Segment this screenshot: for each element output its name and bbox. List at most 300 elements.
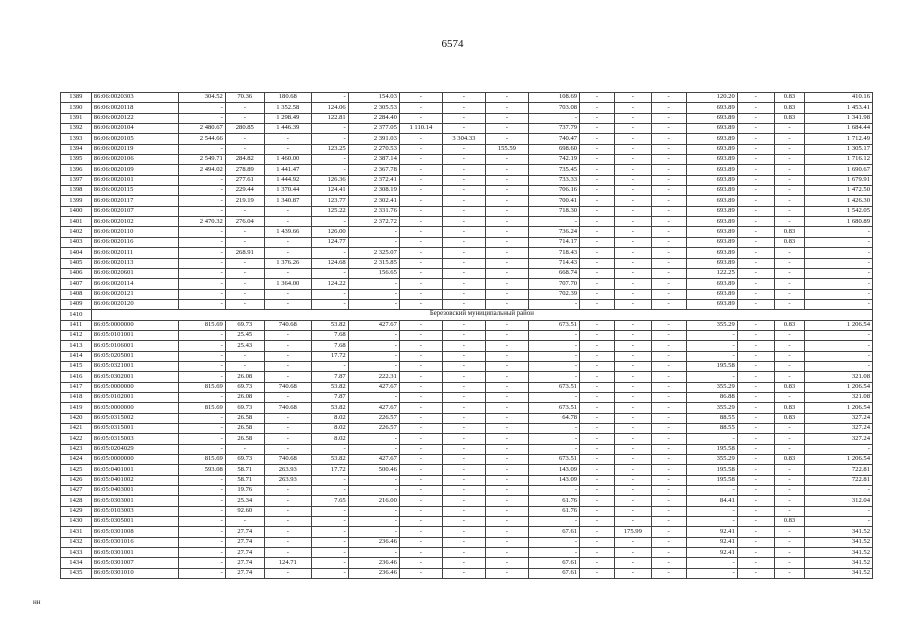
table-cell: - (485, 537, 528, 547)
table-cell: 124.41 (311, 186, 348, 196)
table-cell: - (580, 413, 615, 423)
table-cell: - (614, 341, 651, 351)
table-cell: 327.24 (805, 434, 873, 444)
table-cell: - (737, 465, 774, 475)
table-cell: 0.83 (774, 113, 805, 123)
table-cell: 7.65 (311, 496, 348, 506)
table-cell: - (348, 506, 399, 516)
table-cell: 1 712.49 (805, 134, 873, 144)
table-cell: - (442, 392, 485, 402)
table-cell: - (614, 465, 651, 475)
table-cell: - (580, 568, 615, 578)
table-cell: - (686, 568, 737, 578)
table-cell: - (528, 351, 579, 361)
table-cell: 7.87 (311, 392, 348, 402)
table-cell: - (311, 548, 348, 558)
table-cell: 280.85 (225, 124, 264, 134)
table-cell: - (399, 392, 442, 402)
table-cell: 2 367.78 (348, 165, 399, 175)
table-cell: - (737, 248, 774, 258)
table-cell: - (264, 548, 311, 558)
table-cell: - (737, 568, 774, 578)
table-cell: - (774, 372, 805, 382)
table-cell: - (399, 444, 442, 454)
table-cell: 92.41 (686, 548, 737, 558)
table-cell: - (225, 144, 264, 154)
table-cell: - (348, 527, 399, 537)
table-cell: - (580, 227, 615, 237)
table-cell: 26.58 (225, 424, 264, 434)
table-cell: - (348, 517, 399, 527)
table-cell: - (651, 175, 686, 185)
table-cell: 53.82 (311, 455, 348, 465)
table-cell: - (442, 424, 485, 434)
table-row (61, 361, 873, 371)
table-cell: - (485, 548, 528, 558)
table-cell: - (651, 134, 686, 144)
table-cell: - (442, 444, 485, 454)
table-cell: 86:05:0303001 (91, 496, 178, 506)
table-cell: 143.09 (528, 465, 579, 475)
table-cell: - (580, 217, 615, 227)
table-cell: - (442, 341, 485, 351)
table-cell: 86:05:0102001 (91, 392, 178, 402)
table-row (61, 413, 873, 423)
table-cell: 1403 (61, 237, 92, 247)
table-cell: - (225, 103, 264, 113)
table-row (61, 217, 873, 227)
table-cell: 0.83 (774, 413, 805, 423)
table-cell: - (178, 227, 225, 237)
table-cell: - (485, 93, 528, 103)
table-cell: - (311, 486, 348, 496)
table-cell: 355.29 (686, 403, 737, 413)
table-cell: 1 206.54 (805, 403, 873, 413)
table-cell: 70.36 (225, 93, 264, 103)
table-cell: - (311, 217, 348, 227)
table-cell: - (348, 227, 399, 237)
table-cell: - (399, 424, 442, 434)
table-cell: - (264, 248, 311, 258)
table-cell: - (178, 248, 225, 258)
table-cell: - (442, 486, 485, 496)
table-cell: - (485, 486, 528, 496)
table-cell: 427.67 (348, 455, 399, 465)
table-cell: 86:06:0020107 (91, 206, 178, 216)
table-cell: - (399, 558, 442, 568)
table-cell: - (442, 299, 485, 309)
table-cell: - (485, 341, 528, 351)
table-cell: - (805, 268, 873, 278)
table-cell: - (399, 341, 442, 351)
table-cell: - (311, 558, 348, 568)
table-cell: 0.83 (774, 455, 805, 465)
table-cell: 2 302.41 (348, 196, 399, 206)
table-cell: - (580, 113, 615, 123)
table-row (61, 537, 873, 547)
table-cell: 26.08 (225, 392, 264, 402)
table-cell: - (485, 186, 528, 196)
table-cell: 263.93 (264, 475, 311, 485)
table-cell: - (399, 506, 442, 516)
table-cell: 693.89 (686, 217, 737, 227)
table-cell: - (580, 206, 615, 216)
table-cell: - (348, 299, 399, 309)
table-cell: 86:06:0020104 (91, 124, 178, 134)
table-cell: - (442, 506, 485, 516)
table-cell: - (580, 361, 615, 371)
table-cell: 1 206.54 (805, 382, 873, 392)
table-cell: - (774, 496, 805, 506)
table-cell: - (442, 186, 485, 196)
table-cell: - (580, 258, 615, 268)
table-cell: - (774, 424, 805, 434)
table-cell: 86:06:0020601 (91, 268, 178, 278)
table-cell: - (614, 206, 651, 216)
table-cell: - (774, 341, 805, 351)
table-cell: - (485, 361, 528, 371)
table-cell: - (580, 320, 615, 330)
table-row (61, 196, 873, 206)
table-cell: 1423 (61, 444, 92, 454)
table-cell: - (348, 341, 399, 351)
table-cell: - (774, 434, 805, 444)
table-cell: - (264, 372, 311, 382)
table-cell: - (225, 206, 264, 216)
table-cell: 1 352.58 (264, 103, 311, 113)
table-cell: 126.00 (311, 227, 348, 237)
table-cell: - (774, 144, 805, 154)
table-cell: - (178, 413, 225, 423)
table-cell: 740.47 (528, 134, 579, 144)
table-cell: - (651, 537, 686, 547)
table-cell: - (528, 361, 579, 371)
table-cell: - (686, 351, 737, 361)
table-row (61, 258, 873, 268)
table-cell: - (737, 517, 774, 527)
table-cell: - (442, 527, 485, 537)
table-cell: - (774, 299, 805, 309)
table-cell: - (651, 330, 686, 340)
table-row (61, 144, 873, 154)
table-cell: - (311, 475, 348, 485)
table-cell: - (399, 258, 442, 268)
table-cell: 1399 (61, 196, 92, 206)
table-cell: 67.61 (528, 568, 579, 578)
table-cell: 156.65 (348, 268, 399, 278)
table-cell: - (805, 486, 873, 496)
table-cell: - (225, 134, 264, 144)
table-cell: - (737, 382, 774, 392)
table-cell: 69.73 (225, 382, 264, 392)
table-cell: 180.68 (264, 93, 311, 103)
table-cell: - (737, 175, 774, 185)
table-cell: 86:06:0020303 (91, 93, 178, 103)
table-cell: 1426 (61, 475, 92, 485)
table-cell: - (485, 413, 528, 423)
table-cell: 410.16 (805, 93, 873, 103)
table-cell: - (442, 289, 485, 299)
table-cell: - (651, 455, 686, 465)
table-cell: - (737, 413, 774, 423)
table-cell: - (737, 548, 774, 558)
table-row (61, 351, 873, 361)
table-cell: - (614, 444, 651, 454)
table-cell: - (580, 517, 615, 527)
table-cell: - (311, 165, 348, 175)
table-cell: - (774, 186, 805, 196)
table-cell: - (442, 248, 485, 258)
table-cell: 175.99 (614, 527, 651, 537)
table-cell: - (774, 351, 805, 361)
table-cell: - (399, 465, 442, 475)
table-cell: 1410 (61, 310, 92, 320)
table-cell: - (178, 361, 225, 371)
table-cell: 2 377.05 (348, 124, 399, 134)
table-cell: - (580, 403, 615, 413)
table-cell: - (442, 496, 485, 506)
table-cell: - (348, 330, 399, 340)
table-cell: - (178, 392, 225, 402)
table-cell: 155.59 (485, 144, 528, 154)
table-cell: - (614, 196, 651, 206)
table-cell: - (580, 279, 615, 289)
table-cell: 25.34 (225, 496, 264, 506)
table-cell: 1411 (61, 320, 92, 330)
table-cell: 2 284.40 (348, 113, 399, 123)
table-cell: - (178, 196, 225, 206)
page-number: 6574 (441, 38, 464, 50)
table-cell: 53.82 (311, 320, 348, 330)
table-cell: 2 270.53 (348, 144, 399, 154)
table-cell: - (614, 392, 651, 402)
table-cell: - (614, 568, 651, 578)
table-cell: 27.74 (225, 558, 264, 568)
table-cell: 1390 (61, 103, 92, 113)
table-cell: - (580, 237, 615, 247)
table-cell: - (311, 517, 348, 527)
table-cell: 693.89 (686, 186, 737, 196)
table-cell: - (399, 527, 442, 537)
table-cell: 86:06:0020113 (91, 258, 178, 268)
table-cell: 2 372.41 (348, 175, 399, 185)
table-cell: - (528, 424, 579, 434)
table-cell: 1 370.44 (264, 186, 311, 196)
table-cell: - (485, 217, 528, 227)
table-cell: - (614, 351, 651, 361)
table-cell: - (686, 434, 737, 444)
table-cell: 86:06:0020111 (91, 248, 178, 258)
table-cell: 7.87 (311, 372, 348, 382)
table-cell: 8.02 (311, 424, 348, 434)
table-cell: - (485, 496, 528, 506)
table-cell: 86:05:0000000 (91, 320, 178, 330)
table-cell: - (442, 237, 485, 247)
table-cell: - (442, 144, 485, 154)
table-cell: 84.41 (686, 496, 737, 506)
table-cell: - (737, 558, 774, 568)
table-cell: 327.24 (805, 424, 873, 434)
table-cell: - (485, 444, 528, 454)
table-cell: 737.79 (528, 124, 579, 134)
table-cell: 1 376.26 (264, 258, 311, 268)
table-cell: - (651, 413, 686, 423)
table-cell: - (399, 496, 442, 506)
table-cell: 86:05:0401001 (91, 465, 178, 475)
table-cell: - (442, 103, 485, 113)
table-cell: 327.24 (805, 413, 873, 423)
table-cell: 693.89 (686, 134, 737, 144)
table-cell: 693.89 (686, 165, 737, 175)
table-cell: - (737, 392, 774, 402)
table-cell: - (485, 237, 528, 247)
table-cell: - (264, 568, 311, 578)
table-cell: - (485, 103, 528, 113)
table-row (61, 444, 873, 454)
table-cell: 86:05:0301001 (91, 548, 178, 558)
table-cell: - (485, 351, 528, 361)
table-cell: - (651, 506, 686, 516)
table-cell: 1417 (61, 382, 92, 392)
tariff-table-container (60, 92, 873, 579)
table-cell: 1 206.54 (805, 320, 873, 330)
table-cell: - (580, 527, 615, 537)
table-cell: - (485, 155, 528, 165)
table-cell: - (225, 444, 264, 454)
table-cell: 693.89 (686, 113, 737, 123)
table-cell: - (178, 237, 225, 247)
table-cell: - (399, 299, 442, 309)
table-cell: 693.89 (686, 175, 737, 185)
table-cell: 86:05:0000000 (91, 403, 178, 413)
table-cell: 2 331.76 (348, 206, 399, 216)
table-cell: 124.71 (264, 558, 311, 568)
table-cell: 700.41 (528, 196, 579, 206)
table-cell: 86.88 (686, 392, 737, 402)
table-cell: 1404 (61, 248, 92, 258)
table-cell: - (651, 351, 686, 361)
table-cell: - (614, 496, 651, 506)
table-cell: - (774, 465, 805, 475)
table-cell: - (399, 175, 442, 185)
table-cell: 92.41 (686, 527, 737, 537)
table-cell: 92.60 (225, 506, 264, 516)
table-cell: 195.58 (686, 465, 737, 475)
table-cell: - (614, 248, 651, 258)
table-cell: - (651, 361, 686, 371)
table-cell: - (651, 527, 686, 537)
table-cell: 86:06:0020105 (91, 134, 178, 144)
table-row (61, 268, 873, 278)
table-cell: - (614, 113, 651, 123)
table-cell: 26.58 (225, 413, 264, 423)
table-cell: - (614, 403, 651, 413)
table-cell: - (614, 413, 651, 423)
table-cell: - (178, 372, 225, 382)
table-cell: - (399, 165, 442, 175)
table-cell: 693.89 (686, 279, 737, 289)
table-cell: - (399, 372, 442, 382)
table-cell: - (399, 103, 442, 113)
table-cell: 61.76 (528, 496, 579, 506)
table-cell: 1406 (61, 268, 92, 278)
table-cell: - (264, 351, 311, 361)
table-cell: 1 690.67 (805, 165, 873, 175)
table-cell: - (651, 248, 686, 258)
table-cell: - (178, 475, 225, 485)
table-cell: - (737, 341, 774, 351)
table-row (61, 341, 873, 351)
table-cell: - (580, 134, 615, 144)
table-cell: 341.52 (805, 558, 873, 568)
table-cell: - (399, 475, 442, 485)
table-cell: - (737, 486, 774, 496)
table-cell: - (225, 299, 264, 309)
table-cell: - (264, 217, 311, 227)
table-cell: 2 544.66 (178, 134, 225, 144)
table-cell: - (178, 517, 225, 527)
table-cell: - (580, 486, 615, 496)
table-row (61, 475, 873, 485)
table-cell: 0.83 (774, 320, 805, 330)
table-cell: 86:05:0103003 (91, 506, 178, 516)
table-cell: 1430 (61, 517, 92, 527)
table-cell: 733.33 (528, 175, 579, 185)
table-cell: 58.71 (225, 465, 264, 475)
table-cell: - (178, 279, 225, 289)
table-cell: 263.93 (264, 465, 311, 475)
table-cell: 1395 (61, 155, 92, 165)
table-cell: - (311, 155, 348, 165)
table-cell: - (805, 330, 873, 340)
table-cell: - (348, 434, 399, 444)
table-cell: - (651, 289, 686, 299)
table-row (61, 310, 873, 320)
table-cell: - (399, 186, 442, 196)
table-cell: - (348, 392, 399, 402)
table-cell: - (178, 568, 225, 578)
table-cell: - (651, 217, 686, 227)
table-cell: - (264, 424, 311, 434)
table-cell: 693.89 (686, 155, 737, 165)
table-cell: 1419 (61, 403, 92, 413)
table-cell: - (774, 124, 805, 134)
table-cell: - (737, 496, 774, 506)
table-cell: - (399, 93, 442, 103)
table-cell: - (651, 124, 686, 134)
table-cell: - (178, 268, 225, 278)
table-row (61, 527, 873, 537)
table-cell: - (485, 568, 528, 578)
table-cell: 1432 (61, 537, 92, 547)
table-cell: - (485, 227, 528, 237)
table-row (61, 155, 873, 165)
table-cell: - (178, 351, 225, 361)
table-row (61, 113, 873, 123)
table-cell: 229.44 (225, 186, 264, 196)
table-cell: - (580, 248, 615, 258)
table-cell: - (651, 155, 686, 165)
table-cell: 1 340.87 (264, 196, 311, 206)
table-cell: - (264, 299, 311, 309)
table-cell: - (774, 279, 805, 289)
table-cell: - (485, 258, 528, 268)
table-cell: - (399, 268, 442, 278)
table-cell: - (614, 103, 651, 113)
table-cell: - (737, 537, 774, 547)
table-cell: 698.60 (528, 144, 579, 154)
table-cell: - (651, 424, 686, 434)
